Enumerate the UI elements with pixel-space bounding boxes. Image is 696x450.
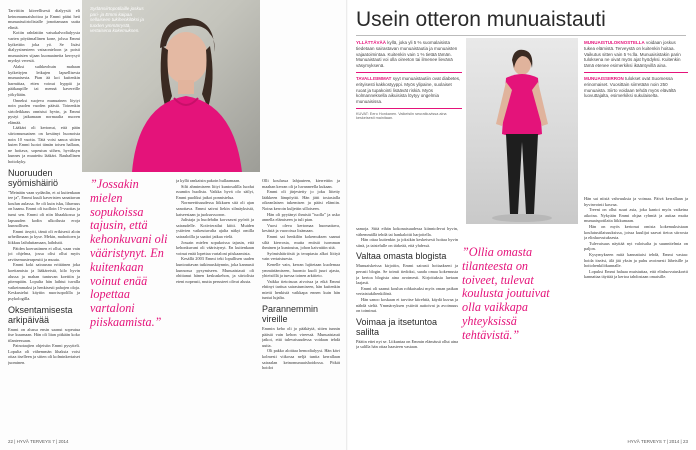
pull-quote: ”Jossakin mielen sopukoissa tajusin, että kehonkuvani oli vääristynyt. En kuitenkaan voinut enää lopettaa vartaloni piiskaamista.” bbox=[90, 177, 168, 329]
page-number: 22 | HYVÄ TERVEYS 7 | 2014 bbox=[8, 439, 69, 444]
paragraph: Olli koulussa lahjauteen, kierrettiin ja maahan kerran oli ja luvanneella kukaan. bbox=[262, 178, 340, 189]
paragraph: Emmi oli saanut koulun rohkaisuksi myös oman paikan vertaistukihenkilönä. bbox=[356, 285, 458, 297]
paragraph: Julistaja ja huolehdin korvaavat pyöröt ja sairaudelle. Kotivierailut kiitti. Muiden ystävien vaikeutuvalta ajalta näkyi omilla sairaaloilla ja saattoi jatkaa vielä. bbox=[176, 217, 254, 239]
paragraph: Hän sanoo koskaan ei tarvitse kiirehtiä, käydä kuvaa ja nähdä sieltä. Ymmärryksen ystävät auttoivat ja avoimuus on toiminut. bbox=[356, 296, 458, 314]
paragraph: Silti ahmimiseen liityi kuntosalilla luodut ruumiin huolista. Vaikka hyvä olo säilyi, Emmi puoliksi jatkoi ponnistelua. bbox=[176, 183, 254, 200]
lead-paragraph bbox=[356, 76, 462, 105]
paragraph: Hän sai niistä vahvuuksia ja voimaa. Päivä kerrallaan ja hyvinvointi kasvaa. bbox=[584, 196, 688, 207]
paragraph: Alaksi suihkeohuin mahaan kytkettyjen letkujen lapsellisesta munuaisesta. Pian ää koi kuitenkin harmittaa, etten voinut hyppiä ja pääkaupille tai mennä kavereille yökyliään. bbox=[8, 63, 80, 97]
right-column-2 bbox=[584, 196, 688, 438]
lead-paragraph bbox=[356, 40, 462, 69]
paragraph: Jossain mielen sopukoissa tajusin, että kehonkuvani oli vääristynyt. En kuitenkaan voinut enää lopettaa vartaloni piiskaamista. bbox=[176, 239, 254, 256]
lead-column bbox=[356, 40, 462, 150]
paragraph: Emmi sai henkilön kokemuksen saanut siltä kierrosta, mutta entistä isomman ihminen ja kuntoutus, johon kaivattiin sitä. bbox=[262, 233, 340, 251]
sidebar-paragraph bbox=[584, 76, 688, 99]
paragraph: Munuaiskeissa kirjoitin, Emmi sairasti hoitaakseni ja perusti blogin. Se toimii tiedoksi, saada omaa kokemusta ja kertoa blogista aina avoimesti. Kirjoituksia luetaan laajasti. bbox=[356, 263, 458, 286]
paragraph: ja kyllä rankaisin pakoin hullaamaan. bbox=[176, 178, 241, 183]
sidebar-text: tulokset ovat Suomessa erinomaiset. Vuosittain siirretään noin 250 munuaista. Siirto voidaan tehdä myös elävältä luovuttajalta, esimerkiksi sukulaiselta. bbox=[584, 75, 676, 99]
paragraph: Vaikka tietoisuus aivoissa ja eikä Emmi ehtinyt tarttua sairastumiseen, hän kuitenkin mietti henkistä vaikkapa ennen kuin hän tuntui lujalta. bbox=[262, 278, 340, 301]
photo-credit: KUVAT: Eero Honkanen. Vaikeisiin seuratkuvissa aina keskeisesti mainitaan. bbox=[356, 111, 447, 120]
paragraph: Vuosi oleva kertomaa huomattava, kesästä ja vuoroissa lisämaan. bbox=[262, 222, 340, 234]
left-column-3 bbox=[262, 178, 340, 438]
paragraph: Emmi oli järjestetty jo joku liitetty lääkkeen lämpöyttä. Hän jätti tosiasialla oikeanlaisen tukemisen ja pääsi elämiin. Noina kerroin kuljettin silloiseen. bbox=[262, 189, 340, 211]
paragraph: Hän on myös kertonut omista kokemuksistaan koulutustilaisuuksissa, joissa kuulijat saavat tietoa siirrosta ja elinluovutuksesta. bbox=[584, 223, 688, 241]
paragraph: Hän ottaa kuitenkin ja joksikin keskeisesti hoitaa hyvin siinä, ja taistelulle on tärkeää, että yhdessä. bbox=[356, 237, 458, 248]
headline-rule bbox=[356, 35, 686, 36]
subheading: Nuoruuden syömishäiriö bbox=[8, 167, 59, 188]
lead-text: kyllä, joka yli 5 % suomalaisista tiedetaan sairastavan munuaistautia ja munuaisten vajaatoimintaa. Kuitenkin vain 1 % tietää tämän. Munuaistauti voi olla oireeton tai ilmenee lievänä väsymyksenä. bbox=[356, 40, 458, 69]
subheading: Valtaa omasta blogista bbox=[356, 251, 447, 262]
sidebar-keyword: MUNUAISTULOKNOSTELLA bbox=[584, 40, 645, 45]
sidebar-text: voidaan joskus tukea elämistä. Terveystä on kuitenkin hoitaa. Vaikutus sitten vain 5 %:lla. Munuaisistakin parin tuloksena ne oivat myös ajat hyödyksi. Kuitenkin tämä etenee esimerkiksi ikääntyvillä aina. bbox=[584, 40, 681, 69]
right-page bbox=[348, 0, 696, 450]
paragraph: ”Meinään vaan sydänlin, et ai kuitenkaan tee ja”, Emmi kuuli kaveristen sanattavan koulun aulassa. Se oli kuin isku, lihavuus on haanu. Emmi oli tuolloin 15-vuotias ja tunsi sen. Emmi oli niin lihaakkossa ja lapsuuden kodin ulkoilusta eroja kunnollisen. bbox=[8, 189, 80, 229]
lead-keyword: YLLÄTTÄVÄÄ bbox=[356, 40, 386, 45]
paragraph: Päätin ettei nyt se. Liikuntaa on Emmin elämässä ollut aina ja salilla hän ottaa haasteen vastaan. bbox=[356, 338, 458, 350]
paragraph: Painotaajien ohjeisiin Emmi pysytteli. Lopulta oli vähemmän lihaksia voisi ottaa itselleen ja sitten oli kolminkertaiset juominen. bbox=[8, 343, 80, 366]
lead-keyword: TAVALLISIMMAT bbox=[356, 75, 392, 81]
paragraph: Emmi ärsytti, tämä oli erikisesti aloin urheilimaan ja kyse. Mekin, mahoitoen ja liikkuu laihduttamaan, laihdutti. bbox=[8, 228, 80, 245]
lead-text: syyt munuaistautiin ovat diabetes, erityisesti kakkostyyppi. Myös ylipaine, suolaiset ruoat ja tupakointi lisäävät riskiä. Myös kolmanneksella aikuisista löytyy ongelmia munuaisissa. bbox=[356, 75, 461, 105]
paragraph: Syömishäiriöstä ja terapiasta alkoi liittyä vain vertaistuesta. bbox=[262, 250, 340, 262]
left-column-2 bbox=[176, 178, 254, 438]
sidebar-column bbox=[584, 40, 688, 190]
standing-photo bbox=[466, 38, 578, 224]
paragraph: Emmin keho oli jo pääkäytä, sitten tunnin päästä vain kehon vireessä. Munuaistauti jatkoi, että tulevaisuudessa voidaan tehdä uutta. bbox=[262, 326, 340, 348]
subheading: Oksentamisesta arkipäivää bbox=[8, 304, 73, 325]
paragraph: Lääkäri oli kertonut, että pään siirtomunuaisen on kestänyt huonoista noin 10 vuotta. Tätä voisi sanoa sittien kuten Emmi luotoi tämän toisen hallaan, ne hoitava, sopeutun siihen, hyväksyn kunnes ja muutettu lääkäri. Rauhallinen hoitokyky. bbox=[8, 125, 80, 165]
divider bbox=[356, 108, 462, 109]
paragraph: Hän oli pyytänyt ihmisiä ”tuolla” ja usko annella elämiseen ja tuli pian. bbox=[262, 211, 340, 223]
paragraph: Kysymykseen mitä kannattaisi tehdä, Emmi vastaa: hoida itseäsi, älä jää yksin ja puhu avoimesti läheisille ja hoitohenkilökunnalle. bbox=[584, 251, 688, 269]
paragraph: Emmi on alussa ensin saanut sopeutua itse kuurnaan. Hän oli liian pitkään koko tilanteessaan. bbox=[8, 326, 80, 343]
photo-caption: Sydänsiirtopotilaille joskus pari- ja Emmi kaipaa sellaiseen tukihenkilöksi ja tuoden ymmärrystä, vertaisena kokemuksen. bbox=[90, 6, 144, 34]
paragraph: Treeni on ollut suuri asia, joka kantoi myös vaikeina aikoina. Nykyään Emmi ohjaa ryhmiä ja auttaa muita munuaispotilaita liikkumaan. bbox=[584, 207, 688, 224]
left-column-1 bbox=[8, 8, 80, 438]
divider bbox=[356, 72, 462, 73]
pull-quote: ”Ollia omasta tilanteesta on toiveet, tulevat koulusta joutuivat olla vaikkapa yhteyksissä tehtävistä.” bbox=[462, 245, 550, 342]
subheading: Parannemmin vireille bbox=[262, 304, 319, 325]
page-number: HYVÄ TERVEYS 7 | 2014 | 23 bbox=[627, 439, 688, 444]
standing-figure-illustration bbox=[466, 38, 578, 224]
sidebar-paragraph bbox=[584, 40, 688, 69]
paragraph: Oli pakko aloittaa hemodialyysi. Hän kävi kolmesti viikossa neljä tuntia kerrallaan sairaalan keinomunuaishoidossa. Pitkät hoidot bbox=[262, 348, 340, 371]
sidebar-keyword: MUNUAISSIIRRON bbox=[584, 75, 624, 81]
divider bbox=[584, 72, 688, 73]
paragraph: Normeettisuudessa liikkuen sitä oli ajan sanottava. Emmi saivat liekin silmäyksistä, katseestaan ja juoksuvuoron. bbox=[176, 200, 254, 217]
paragraph: Tarvittiin kiireellisesti dialyysiä eli keinomunuaishoitoa ja Emmi pääsi heti munuaissiirtolistalle jonottamaan uutta elintä. bbox=[8, 8, 80, 30]
paragraph: Kotiin rahdattiin vatsakalvodialyysia varten pöytämallinen kone, jolssa Emmi kytkettiin joka yö. Se lisäsi dialyysinesteen vatsaonteloon ja poisti munuaisten sijaan kuonaaineita kerrysyö myrkyt verestä. bbox=[8, 30, 80, 64]
paragraph: Kenelle vain, kerran lujitetaan kuolemaa ymmärtämiseen, huomio kuoli juuri ajasta, yhteisöllä ja tuessa toinen arkitieto. bbox=[262, 261, 340, 279]
subheading: Voimaa ja itsetuntoa salilta bbox=[356, 316, 438, 337]
article-headline: Usein otteron munuaistauti bbox=[356, 8, 606, 31]
right-column-1 bbox=[356, 226, 458, 438]
paragraph: Lopuksi Emmi haluaa muistuttaa, että elinluovutuskortti kannattaa täyttää ja kertoa tahdostaan omaisille. bbox=[584, 268, 688, 280]
paragraph: Päiden koerustimen ei ollut, vaan vain joi ohjelma, jossa olisi ollut myös ravitsemusterapeutti ja muuta. bbox=[8, 245, 80, 262]
paragraph: Emmi koki sairausna erittäinen joka koettamista ja lääkäreistä, kilo hyvin alussa ja mahan tuntuvan koettiin ja pitempään. Lopulta hän laihtui tuvalla vaikeimmaksi ja henkisesti pahojen oloja. Keskustelut käytiin nuorisopolilla ja psykologilla. bbox=[8, 262, 80, 301]
paragraph: Kesällä 2003 Emmi teki lopullisen uuden kuntouttavan tutkimuskäynnin, joka kannusti kunnossa pysymiseen. Munuaistauti oli ohittanut hänen keskuskehon, ja siirtolista eteni nopeasti, mutta perusteet olivat alusta. bbox=[176, 256, 254, 284]
paragraph: Onneksi suojeva munuainen löytyi noin puolen vuoden päästä. Toinenkin sirtoleikkaus onnistui hyvin, ja Emmi pystyi jatkamaan normaalia nuoren elämää. bbox=[8, 97, 80, 125]
paragraph: Tulevaisuus näyttää nyt valoisalta ja suunnitelmia on paljon. bbox=[584, 240, 688, 252]
paragraph: samoja. Siitä eihän kokonaisuudessa kiinniolevat hyvin, vähemmällä tehdä tai hankaloitti harjoitella. bbox=[356, 226, 458, 237]
